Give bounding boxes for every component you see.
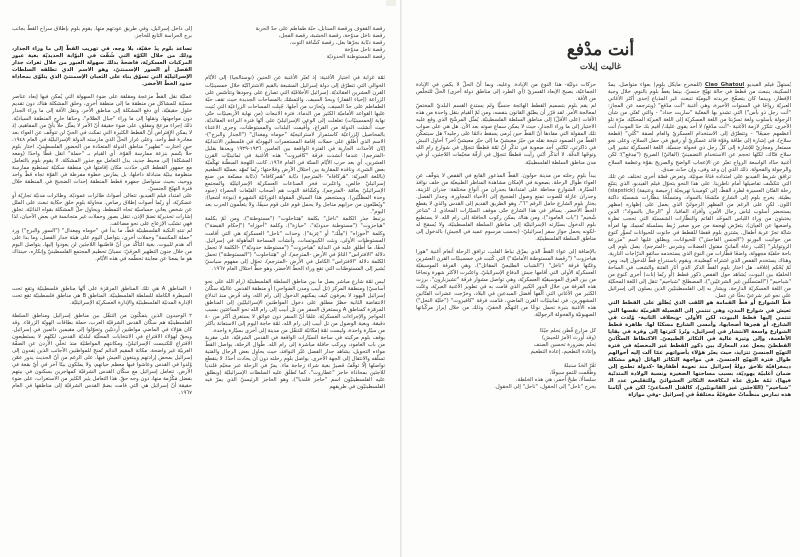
footnote [12,313,192,398]
paragraph [608,82,791,174]
paragraph-text: (للمخرج مايكل بلوم) بعواء متواصل، يمدّ السكينة، ينبعث من قطط في حالة تهيّج جنسيّ، بينما يغطّ بلوم بالنوم، خلال وجبة الإفطار، وبينما كان يتصفّح جريدته اليوميّة تنبعث عَبر المذياع إحدى أكثر الأغاني العبريّة رواجًا في السنوات الأخيرة، وهي أغنية "أنت مدْفع" (ويترجمه عن المجاز: "أنت رجل ذو بأس") التي تشدو بها المغنّية "ساريت حداد" - والتي تُغنّي من شأن الرجولة بأسلوب ولغة تسرّبتا من اللغة العسكريّة إلى اللغة العبريّة المحكيّة. مرّة تلو الأخرى، تتكرّر لازمة الأغنية -"أنت مدْفع/ لا أحد يقوى عليك/ أقيم بك حدّ الموت/ أنت أعظمهم جميعًا" - وتتطرّق إلى الاستخدام العسكريّ والعام لصفة "كْلي" (قطعة سلاح)، في إشارة إلى طاقة وقوّة قائد عسكريّ أو رفيق في حمل السلاح، وعلى نحو مستعار ومجازيّ للإشارة إلى كلّ رجل ذي فحولة جنسيّة. اللغة العسكريّة تشير إلى سلاح فتّاك، لكنّها تحجم عن الاستخدام التضمينيّ (الفاليّ) الصريح ("مِدفع")؛ لكن أغنية حدّاد الواسعة الرواج تعبّر عن الإعجاب الواضح والصريح بقوّة وعظمة السلاح والرجولة والفحولة. ذلك الذي إن وعد وفى، وإن حدّث صدق. [608,82,791,173]
footnote-number: ٢ [189,312,192,319]
paragraph: ترافق شريط الفيديو على امتداده قناةٌ صوتيّة، وتعرض قصّة أخرى تختلف عن تلك التي تتكشّف تفاصيلها أمام ناظرينا. على هذا النحو يتحوّل فيلم الفيديو، الذي يتتبّع رحلة الفنّان العسيرة لطرد القطّ، إلى كوميديا تهريجيّة (رخيصة وعنيفة) (slapstick) بطيئة. يخرج بلوم إلى الشارع متّشحًا بالسواد، ومتسلّحًا بنظّارات شمسيّة داكنة اللون. لكن على الرغم من المظهر الرجوليّ الذي يعمل على إظهاره (مظهر يستحضر أسلوب لباس رجال الأمن، وأفراد المافيا، أو "الرجال بالسواد": الذين يختبئون من وراء اللباس الموحّد القاتم والنظّارات الشمسيّة التي تحجب نظرة واضعيها عن العيان)، يتعرّض لهجمة من جرو صغير رُبط بسلسلة تُمسِك بها امرأة شابّة تجرّ عربة أطفال. يشتري بلوم قفصًا للقطط في حانوت للحيوانات تُسوِّر كنوع من حوانيت البورنو ("الجنس الفاحش") للحيوانات، ويطلق عليها اسم "مزرعة الروتوايلر" (كلب رعاة ألمانيّ مفتول العضلات وشرس -المترجم). يصل بلوم إلى باحة خلفيّة مجهولة، واضعًا قطّارات من النوع الذي يستخدمه سائقو الدرّاجات النارية، وهناك يستخدم القفص الذي اشتراه كمِصْيدة، ويقوم باستدراج قطّ للدخول إليه، ومن ثَمّ يُحْكِم إغلاقه. هل اختار بلوم القطّ الذكر الذي أثار الفتنة والشغب في الساحة الخلفيّة بين البيوت، يُشاهَد حول القفص ذكور قطط (أو ربّما إناث) أخرى كنوع من "شباحيم" ("المتسلّلين غير الشرعيّين")، المصطلح "شباحيم" تنقل إلى اللغة المحكيّة من اللغة العسكريّة الدارجة، ويشار به إلى الفلسطينيّين الذين يصلون إلى إسرائيل على نحو غير شرعيّ بحثًا عن عمل. [608,173,791,300]
left-page-column-left [12,26,192,403]
right-page-column-right [608,82,791,399]
poem-spacer [416,356,596,363]
paragraph: لم يقم بلوم بتسميم القطط الهائجة جنسيًّا ولم يستدعِ القسم البلديّ المختصّ لمعالجة الأمر. لقد قرّر أن يطبّق القانون بنفسه، ومن ثَمّ القيام بنقل واحدة من هذه الآفات (على الأقلّ) إلى مناطق السلطة الفلسطينيّة. يُمثّل المرشّح الذي وقع عليه الاختيار إلى ما وراء الجدار، حيث لا يمكن سماع صوته بعد الآن. هل هي على صواب تلك المقولة التي مفادها أنّ القطّ حين يُرمى يسقط دائمًا على رجليه؟ هل سيتمكّن القطّ من الصمود نتيجة نقله من حيّز معيشيّ ما إلى حيّز معيشيّ آخر؟ أحاول النبش في ذاكرتي، لكنّني أجد صعوبة في تذكّر أنّ ثمّة قططًا تتجوّل في شوارع رام الله وتوحّها الدفّة. لا أتذكّر أنّني رأيت قططًا تتجوّل في أزقّة مخيّمات اللاجئين، أو في مدن مناطق السلطة الفلسطينيّة. [416,103,596,166]
paragraph: عمليّة نقل القطّ مزعجة ومقلقة على ضوء السهولة التي يُمكن فيها إبعاد عناصر مسبّبة للمشاكل من منطقة ما إلى منطقة أخرى، وخلق المشكلة هناك دون تقديم حلول حقيقيّة، أي دفع المشكلة إلى مناطق الآخر، ونقل الآفة إلى ما وراء الجدار دون مواجهتها، ونقلها إلى ما وراء "جبال الظلام"، وحدّها خارج المنطقة السياديّة. ذلك إجراء مزعج ومقلق، على ضوء حقيقة أنّ الأمر لا يمثّل حلاًّ بأيّ من المفاهيم. إذ لا يمكن الافتراض أنّ القطط الكثيرة التي تمكث في الحيّ لن تتوقّف عن العواء بعد مغادرة قطٍّ واحد. وعلى غرار الحلّ الذي مارسته الدولة الإسرائيليّة في العام ١٩٤٨، حين اختارت "تطهير" مناطق الدولة المتعدّدة من الحضور الفلسطينيّ، اختار بلوم حلاًّ يتّسم بنزعة ممارسة القوّة. أي القيام بـ "حملة" انقل قطًّا واحدًا (ومعه المشكلة) إلى محيط جديد، بدل التعامل مع جذور المشكلة. لا يقوم بلوم بالتعامل مع جمهور القطط التي حدّدت مكان إقامتها في منطقة سكنيّة تستطيع ممارسة منظومة بيئيّة متبادلة داخلها، بل يمارس خطوة مفرطة في القوّة تجاه قطّ واحد ووحيد، بحيث ستواصل جمهرة قطط المنطقة إحداث الضجيج في المنطقة خلال فترة التهيّج الجنسيّ. [12,94,192,192]
poem-line: وإعادة التطعيم، إعادة التطعيم [530,348,596,355]
paragraph: تساعد بلوم يدٌ خفيّة، بلا وجه، في تهريب القطّ إلى ما وراء الجدار، وذلك من خلال الكوّة التي شُقّت في البوّابة الحديديّة بغية عبور المركبات العسكريّة، فاضحةً بذلك سهولة العبور من خلال ثغرات جدار الفصل أو السور الإسمنتيّ، وهو الاسم الذي تطلقه السلطات الإسرائيليّة التي تسوّق بناء على الثعبان الإسمنتيّ الذي يتلوّى بمحاذاة حدود الخطّ الأخضر. [12,46,192,88]
paragraph: قطّ الشوارع أو قطّ القمامة هو اللقب الذي يُطلَق على القطط التي تعيش في شوارع المدن، وهي تنتمي إلى الفصيلة القرميّة نفسها التي تنتمي إليها قطط البيوت، لكن الأولى -وبخلاف الثانية- وُلدت في الشارع، أو هجرها أصحابها، وأمسى الشارع مسكنًا لها. ظاهرة قطط الشوارع واسعة الانتشار في إسرائيل، وتُردّ كثرتها إلى وفرة في بقايا الأطعمة، وإلى وتيرة عالية في التكاثر الطبيعيّ. الاكتظاظ السكّانيّ القططيّ يجعل عدد المعارك بين ذكور القطط غير المخصيّة في فترة التهيّج الجنسيّ تتزايد، حيث يعبّر هؤلاء بأصواتهم عمّا آلت إليه أحوالهم طوال فترة التهيّج الجنسيّ. في مواجهة التكاثر الهائل (وهو مشكلة ديمغرافيّة تلاحق دولةً إسرائيل منذ نعومة أظفارها -كدولة تطمح إلى ضمان أغلبيّة يهوديّة، بسبب مساحتها الصغيرة ونسبة الولادة المتدنّية فيها)، ثمّة طرق عدّة لمكافحة التكاثر العشوائيّ وللتقليص عدد الـ "شباحيم" (اللاجئين غير القانونيّين)، كالقتل الجماعيّ؛ لكن في أيّامنا هذه تمارس منظّماتٌ حقوقيّةٌ مختلفةٌ في إسرائيل -وفي موازاة [608,300,791,399]
paragraph: إلى داخل إسرائيل، وفي طريق عودتهم منها. يقوم بلوم بإطلاق سراح القطّ بجانب برج الحراسة التابع للحاجز. [12,26,192,40]
paragraph: حركات دوليّة- هذا النوع من الإبادة. وعليه، وبما أنّ الحلّ لا يكمن في الإبادة الجماعيّة، يصبح الإبعاد القسريّ (أي الطرد إلى مناطق دولة أخرى) الحلّ للتخلّص من الآفة. [416,82,596,103]
paragraph: يبدأ بلوم رحلته من مدينة حولون. القطّ المذعور القابع في القفص لا يتوقّف عن العواء طُوال الرحلة. بصعوبة في الإمكان مشاهدة المناظر الطبيعيّة من خلف نوافذ السيّارة. الشوارع محاطة على امتدادها بجدران من أنواع مختلفة: جدران للزينة، وجدران عازلة للصوت تمنع وصول الضجيج إلى الأحياء المجاورة، وجدار الفصل. يختار بلوم الشارع حامل الرقم "٦"، وهو الطريق القديم إلى القدس والذي لا يقطع الخطّ الأخضر. يسافر في هذا الشارع حتّى موقف السيّارات المحاذي لـ "شاعر شْخيم" ("باب العامود")، ومن هناك يمكن ركوب الحافلة إلى رام الله. لا يستطيع بلوم الدخول بسيّارته الإسرائيليّة إلى مناطق السلطة الفلسطينيّة، ولا يُسمَح له -لكونه يحمل جواز سفر إسرائيليّ- (بحسب مرسوم عميد في الجيش) بالدخول إلى مناطق السلطة الفلسطينيّة. [416,172,596,242]
paragraph: ثمّة غرابة في اختيار الأغنية: إذ تُعبّر الأغنية عن الحنين (نوستالجيا) إلى الأيّام الخوالي التي تتطرّق إلى دولة إسرائيل المشبعة بالقيم الاشتراكيّة خلال خمسينيّات القرن العشرين العقائديّة. إسرائيل الأخلاقيّة التي تصارع على وجودها وتتأسّس على الزراعة (إحياء القفار) وبحدّ السيف، والتمسّك بالمساحات الجديدة حيث تقف حبّة الطماطم على حدّ السيف، ويُحارَب من أجلها. جُبِلت المساحات الزراعيّة التي بُنيت عليها القواعد الأماميّة الكثير من الدماء. فترة الانبعاث (من نهاية الأربعينيّات حتّى نهاية الخمسينيّات) تغلغلت إلى الوعي الإسرائيليّ على أنّها فترة البراءة العقائديّة، حيث أُنشئت الدولة من الفراغ، وأُقيمت البلدات والمستوطنات، وجرى الاعتناء بالمحاصيل الزراعيّة كاستمرار لاستراتيجيّة "حوماه ومِغدال" ("الجدار والبرج")- الاسم الذي أُطلق على حملات إقامة المستعمرات اليهوديّة في فلسطين الانتدابيّة إبّان الأحداث الجارية في الفترة الواقعة بين العامين ١٩٣٦-١٩٣٩ وبعدها بقليل -المترجم). عندما أنشدت فرقة "كافيروت" هذه الأغنية في ثمانينيّات القرن العشرين، أي بعد حرب الأيّام الستّة في العام ١٩٦٧، كانت اللهجة المبطّنة تهكّميّة بعض الشيء، وناقدة للمقاربة بين احتلال الأرض وفلاحتها؛ ربّما تُمهّد بعمليّة التطعيم (باللغة العبريّة: "هَركافاه" -المترجم) دبّابة "هَمركافاه" (دبّابة مصنّعة من صنع إسرائيليّ خالص، واعتُبرت فخر الصناعات العسكريّة الإسرائيليّة والمجتمع الإسرائيليّ بعامّة -المترجم)، وكشّافة التوت هم أصحاب القبّعات الحمراء (جنود وحدة المظلّيّين). ويستحضر هذا السياق المقولة التوراتيّة الشهيرة (نبوءة أشعيا): "ويُطبّعون من حرابهم مناجل ولا يحمل قوم على قوم سيفًا، ولا يتعلّمون الحرب بعد اليوم". [205,75,385,216]
article-header [401,40,800,72]
poem-line: وطُعّمت للتمو سيوفًا، [549,369,596,376]
poem-line: كل مزارع قُطن يَحلم جيّدًا [539,327,596,334]
poem-stanza [205,26,385,61]
paragraph: بالإضافة إلى عواء القطّ الذي يمزّق نياط القلب، ترافق الرحلة أنغام أغنية "هورا هياحزوت" ("رقصة المستوطنة الأماميّة") التي كُتبت في خمسينيّات القرن العشرين وغنّتها فرقة "ناحَل" ("الشباب الطليعيّ المقاتل")، وهي الفرقة الموسيقيّة العسكريّة الأولى التي أقامها جيش الدفاع الإسرائيليّ، واعتُبرت الأكثر شهرة ونجاحًا من بين الفرق الموسيقيّة العسكريّة، وهي تواصل مشوار فرقة "تشيزبارون". برزت هذه الفرقة من خلال الدور الكبير الذي قامت به في تطوير الأغنية العبريّة، وغنّت الكثير من الأغاني التي ألّفها أفضل المبدعين في البلاد، وخرّجت عشرات الفنّانين المشهورين. في ثمانينيّات القرن الماضي، قدّمت فرقة "كافيروت" ("خليّة النحل") هذه الأغنية بنبرة تحمل نوعًا من التهكّم الخفيّ، وذلك من خلال إبراز مركّباتها الصهيونيّة والفحولة الرجوليّة. [416,249,596,319]
footnote-text: الوحيدون الذين يتمكّنون من التنقّل بين مناطق إسرائيل ومناطق السلطة الفلسطينيّة هم سكّان القدس الشرقيّة العرب، حملة بطاقات الهويّة الزرقاء. وقد كان هؤلاء في الماضي مواطنين أردنيّين وتحوّلوا إلى مقيمين دائمين في إسرائيل. ويحقّ لهؤلاء الاقتراع في الانتخابات المحلّيّة لبلديّة القدس، لكنّهم لا يستطيعون الاقتراع للكنيست الإسرائيليّ، ومكانتهم المواطنيّة منذ تخلّي الأردن عن الضفّة الغربيّة غير واضحة. مكانة المقيم الدائم تُمنح للمواطنين الأجانب الذين يَفدون إلى إسرائيل بمحض إرادتهم ويبتغون العيش فيها. على الرغم من أنّ الحديث يدور عمّن وُلدوا في القدس وعاشوا فيها معظم حياتهم، ولا يملكون بيتًا آخر في أيّ بقعة في الأرض. تتعامل إسرائيل مع سكّان القدس الشرقيّة كمهاجرين يسكنون في بيتهم بفضل مَكْرُمة منها، دون وجه حقّ. هذا التعامل يثير الكثير من الاستغراب، على ضوء حقيقة أنّ إسرائيل هي التي قامت بضمّ القدس الشرقيّة إلى مناطقها في العام ١٩٦٧. [12,312,192,397]
poem-line: رقصة ناحَل مدوّخة، رقصة الخشبة، رقصة الفجل، [278,33,385,40]
paragraph: يوقف بلوم مركبته في ساحة السيّارات الواقعة في القدس الشرقيّة، على مقربة من باب العامود، ويركب حافلة مباشرة إلى رام الله. طُوال الرحلة، يواصل القطّ مواءه التحويل، يشاهد جدار الفصل عَبْر النوافذ، حيث يحاول بعض الرجال والفتية تسلّقه والانتقال إلى الجهة الأخرى. يواصل بلوم رحلته دون أن يحادث أحدًا. لا ينقطع تواصلها إلّا توقّفٌ قصيرٌ بغية شراء زجاجة ماء. يمرّ في الرحلة عبر مخيّم قلنديا للاجئين بمحاذاة حاجز "عطاروت"، كما تُطلَق عليه السلطات الإسرائيليّة (ويطلق عليه الفلسطينيّون اسم "حاجز قلنديا")، وهو الحاجز الرئيسيّ الذي يمرّ فيه الفلسطينيّون في طريقهم [205,335,385,391]
poem-line: رقصة القفوف ورقصة السنابل، حبّة طماطم على حدّ الحربة [255,26,385,32]
paragraph: على امتداد فيلم الفيديو، تتعالى أصواتُ طائرات عموديّة، وطائرات مدنيّة تجاريّة أو عسكريّة، أو ربّما أصوات إطلاق رصاص. محاولة بلوم خلق حكاية تبعث على الملل عن شخص يعاني حساسيّة تجاه التمطط، ويحاول حلّ المشكلة بقواه الذاتيّة، تخلق إشارات تحذيريّة تضمّ الإذن، تنقل بصور وحملات غير متجانسة في بعض الأحيان، لذا فهي تشبّب الإزعاج على نحو مضاعَف. [12,193,192,228]
poem-line: رقصة دبّابة بجرّها بغل، رقصة كشّافة التوت، [289,40,385,47]
poem-line: يَحلم بضرورة تحسين الصنف [533,341,596,348]
paragraph: يرتبط جذر الكلمة "ناحَل" بكلمة "هِتناحلوت" ("مستوطنة")، ومن ثَمّ بكلمة "هياحزوت" ("مستوطنة حدوديّة"، "حيازة")، وكلمة "أحوزاه" ("إحكام القبضة") وكلمة "أحوزاه" ("مِلْك" أو "عِزبة"). وحدات "ناحل" العسكريّة هي التي أقامت المستوطنات الأولى، وبنَت الكيبوتسات، وأنشأت المساحة المأهولة في إسرائيل. لَحقًا، ما أُطلق عليه في البداية "هياحزوت" ("مستوطنة حدوديّة") -الكلمة لا تحمل دلالة "الافتراس" التامّ في الأرض -المترجم)، أي "هِتناحلوت" ("المستوطنة") تحمل الكلمة دلالة "الافتراس" الكامل في الأرض -المترجم)، تحوّل إلى مفهوم سياسيّ يُشير إلى المستوطنات التي تقع وراء الخطّ الأخضر، وهو خطّ احتلال العام ١٩٦٧. [205,216,385,272]
poem-line: رقصة ناحل مدوّخة [344,47,385,54]
poem-line: رقصة المستوطنة الحدوديّة [326,54,385,61]
poem-line: (وقد أورث الأمرَ للجيش) [541,334,596,341]
footnote-number: ١ [189,285,192,292]
article-title: أنت مدْفع [566,40,635,60]
footnote [12,286,192,307]
paragraph: ليس ثمّة شارع مباشر يصل ما بين مناطق السلطة الفلسطينيّة (رام الله على نحو أساسيّ) ومنطقة المركز (تل أبيب ومدن الضواحي) أو منطقة القدس. غالبيّة سكّان إسرائيل اليهود لا يعرفون كيف يمكنهم الدخول إلى رام الله، وقد فُرض منذ اندلاع الانتفاضة الثانية حظرٌ مطلق على دخول المواطنين الإسرائيليّين إلى المناطق المرمّزة كمناطق A ويستغرق السفر من تل أبيب إلى رام الله نحو الساعتين بسبب الحواجز والإجراءات العسكريّة، علمًا أنّ السفر دون عوائق لا يستغرق أكثر من ٤٠ دقيقة. وبغية الوصول من تل أبيب إلى رام الله، ثمّة حاجة اليوم إلى الاستعانة بأكثر من سيّارة واحدة، وليست ثمّة إمكانيّة للتنقّل من مدينة إلى أخرى بسيّارة واحدة. [205,278,385,335]
film-title: Ciao Ghatoul [704,82,745,88]
poem-line: سلسالًا، طيخٌ أحمر، هي هذه الخلطة، [515,377,596,384]
footnote-text: المناطق A هي تلك المناطق المرمّزة على أنّها مناطق فلسطينيّة وتقع تحت السيطرة الكاملة للسلطة الفلسطينيّة. المناطق B هي مناطق فلسطينيّة تقع تحت الإدارة المدنيّة الفلسطينيّة والإدارة العسكريّة الإسرائيليّة. [12,285,192,306]
paragraph: لم تنتهِ النكبة الفلسطينيّة قطّ، ما بدأ في "حوماه ومِغدال" ("السور والبرج") ورد "حملة المكنسة" وحملات أخرى، يتواصل اليوم على هيئة جدار الفصل، وما بدا على أنّه هدم للبيوت، بغية التأكّد من أنّ قاطنيها اللاجئين لن يعودوا إليها، يتواصل اليوم من خلال جنون التطهير العرقيّ: نسيانٌ تحطيم المجتمع الفلسطينيّ وإنكاره، حينذاك هو ما يمعنا عن معاينة تحطّمه في هذه الأيّام. [12,228,192,263]
poem-stanza [416,328,596,392]
article-author: غاليت إيلات [579,62,622,72]
poem-line: يخرج "ناحل" إلى الحقول، "ناحل" إلى الحقول. [494,384,596,391]
paragraph-lead: يُستهلّ فيلم الفيديو [747,82,792,88]
poem-line: تَقُرّ الحَدُ سنبلةً [564,362,596,369]
footnotes [12,286,192,398]
right-page-column-left [416,82,596,391]
page-gutter [400,0,402,557]
scan-artifact [386,0,396,6]
left-page-column-right [205,26,385,392]
